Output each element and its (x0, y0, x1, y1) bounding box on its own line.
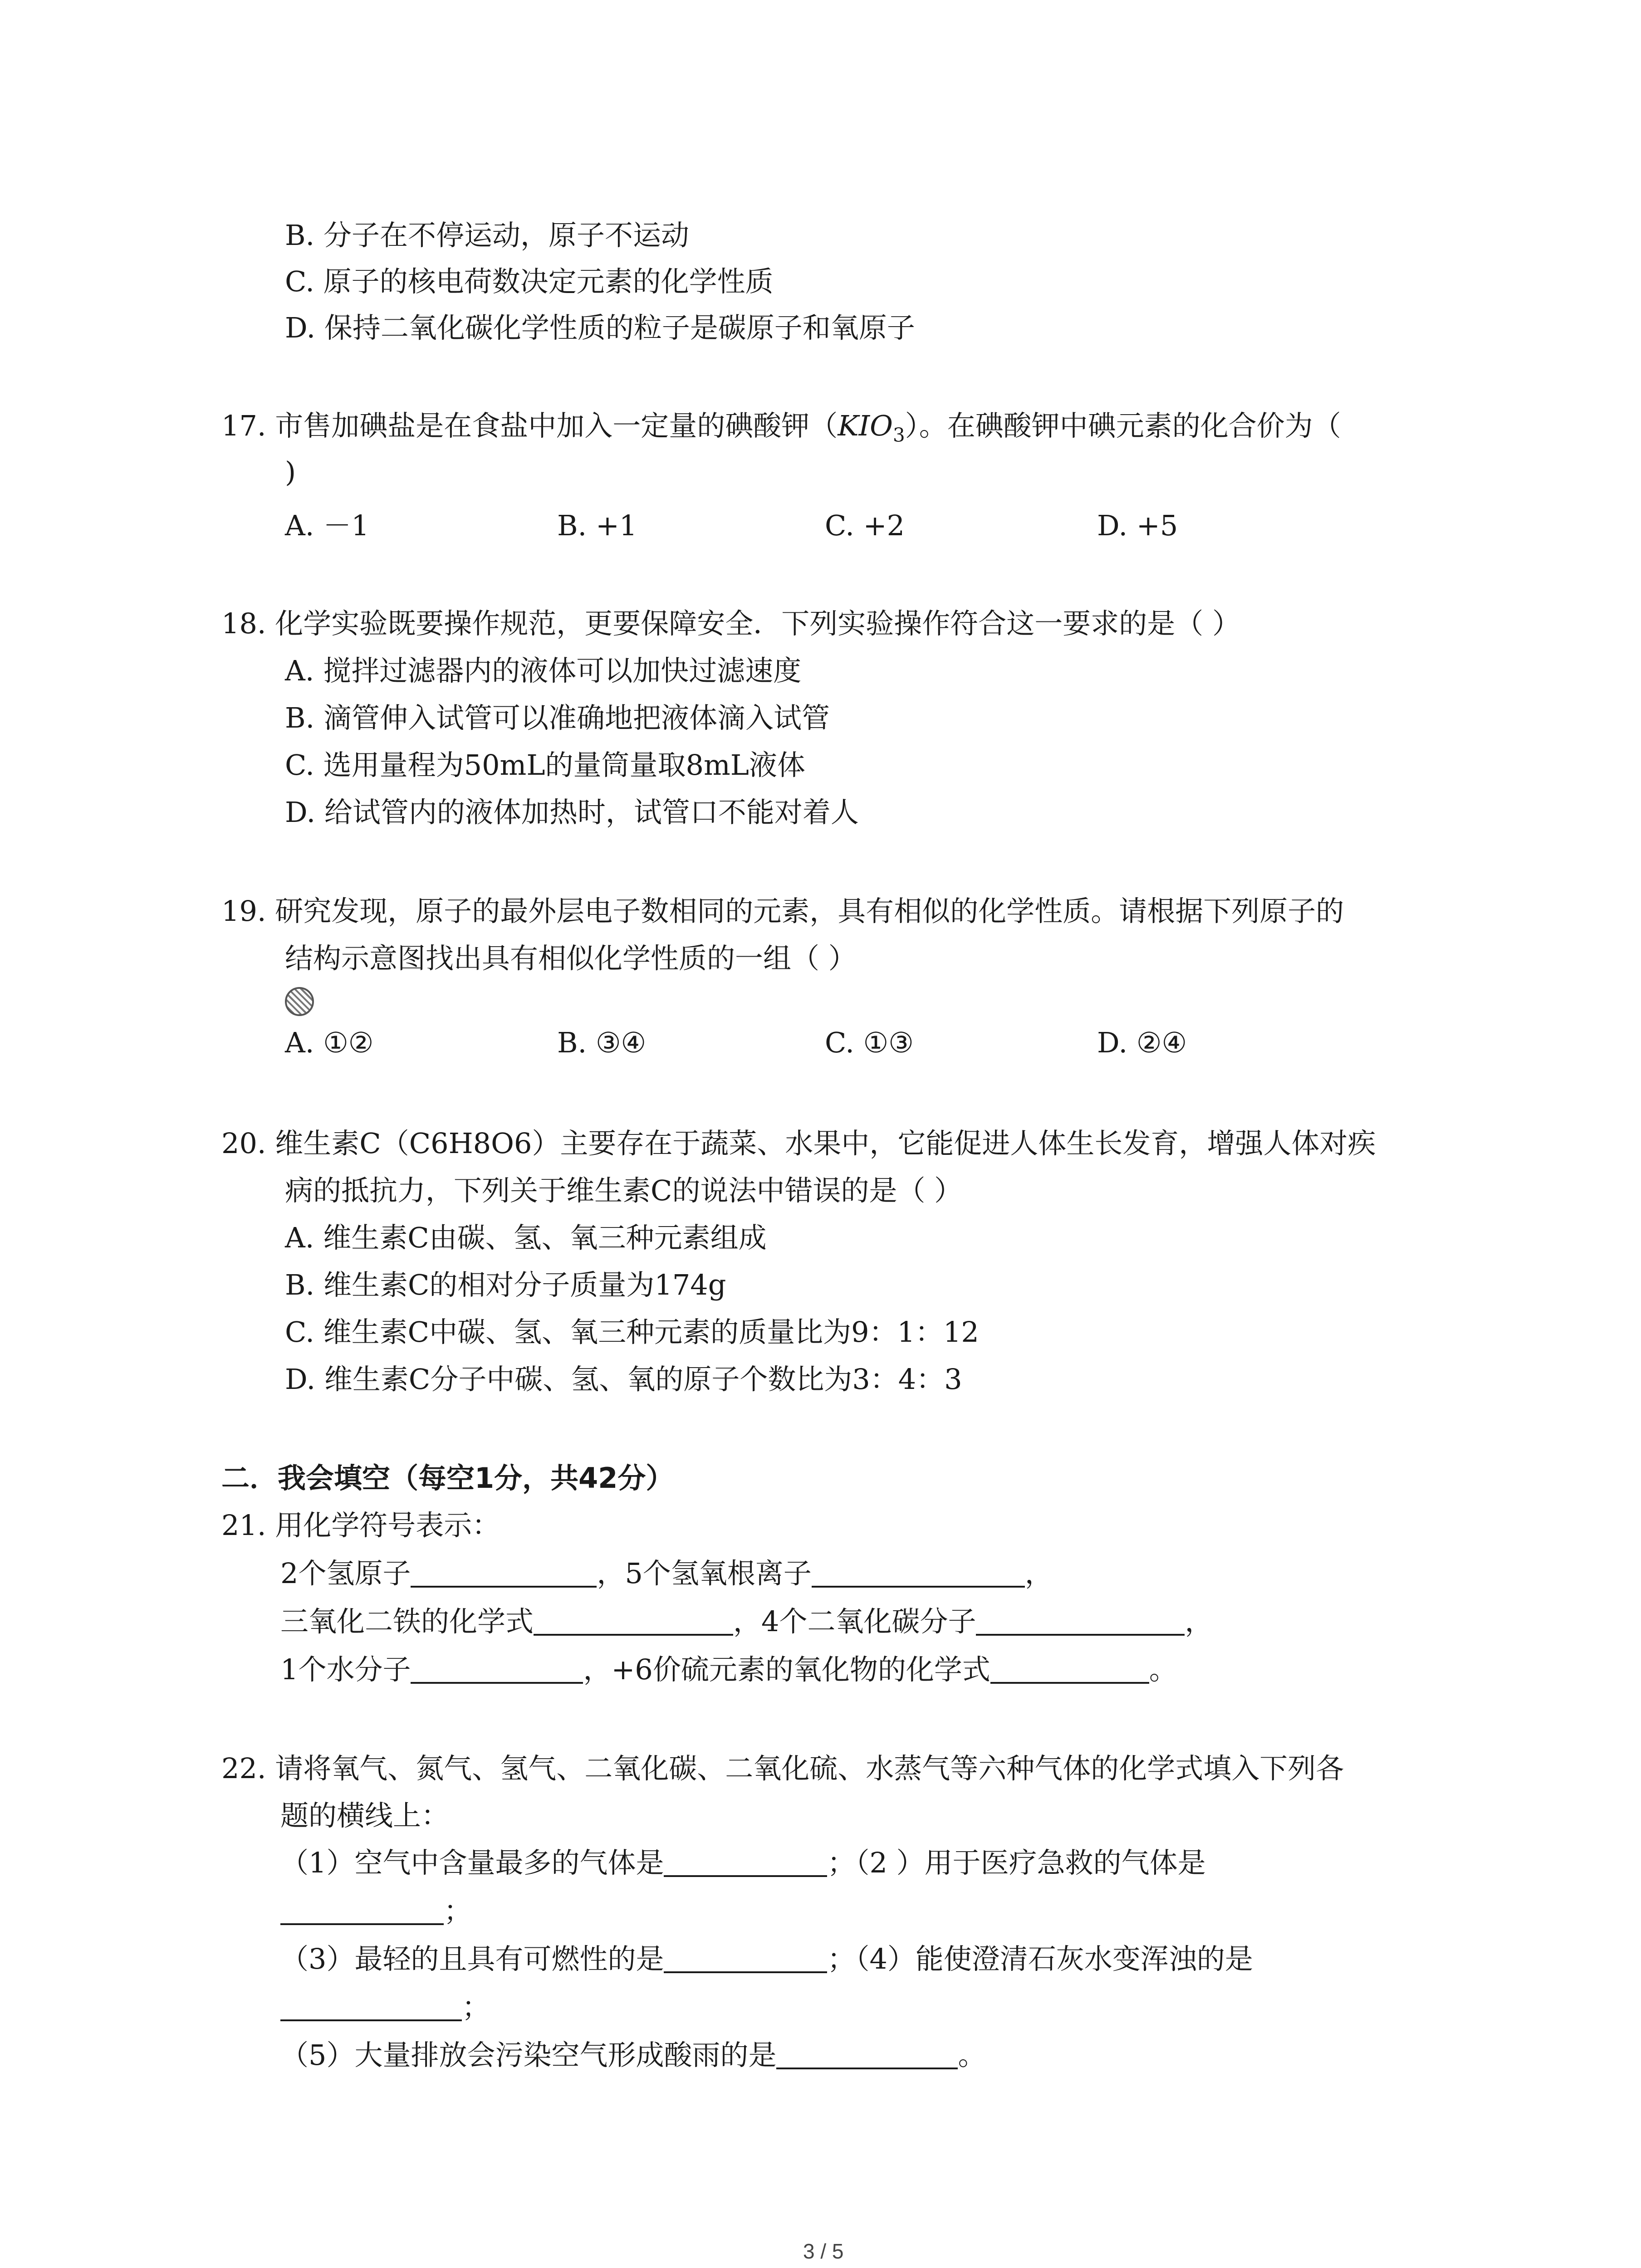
q18-option-c: C. 选用量程为50mL的量筒量取8mL液体 (285, 748, 805, 782)
q16-option-b: B. 分子在不停运动，原子不运动 (285, 219, 689, 252)
q18-option-d: D. 给试管内的液体加热时，试管口不能对着人 (285, 796, 859, 829)
q20-option-a: A. 维生素C由碳、氢、氧三种元素组成 (285, 1221, 767, 1254)
q22-item-2-answer (280, 1894, 472, 1928)
q20-stem-line1: 20. 维生素C（C6H8O6）主要存在于蔬菜、水果中，它能促进人体生长发育，增强人体对疾 (221, 1127, 1376, 1160)
answer-blank[interactable] (411, 1559, 597, 1588)
q18-option-b: B. 滴管伸入试管可以准确地把液体滴入试管 (285, 701, 830, 734)
answer-blank[interactable] (976, 1608, 1185, 1636)
answer-blank[interactable] (280, 1897, 444, 1925)
q20-option-b: B. 维生素C的相对分子质量为174g (285, 1268, 726, 1301)
q22-item-5-end: 。 (958, 2038, 986, 2072)
q22-item-3-label: （3）最轻的且具有可燃性的是 (280, 1942, 664, 1975)
q20-stem-line2: 病的抵抗力，下列关于维生素C的说法中错误的是（ ） (285, 1174, 963, 1207)
answer-blank[interactable] (990, 1656, 1149, 1684)
q21-r3-label-a: 1个水分子 (280, 1653, 411, 1686)
q17-formula-sub: 3 (892, 424, 905, 446)
q21-row-1 (280, 1557, 1053, 1590)
q18-option-a: A. 搅拌过滤器内的液体可以加快过滤速度 (285, 654, 802, 687)
q22-stem-line2: 题的横线上： (280, 1799, 450, 1832)
q21-r1-label-b: ，5个氢氧根离子 (597, 1557, 812, 1590)
q19-option-b: B. ③④ (557, 1026, 647, 1059)
q22-item-4-label: ；（4）能使澄清石灰水变浑浊的是 (827, 1942, 1253, 1975)
q16-option-c: C. 原子的核电荷数决定元素的化学性质 (285, 265, 774, 298)
q20-option-c: C. 维生素C中碳、氢、氧三种元素的质量比为9：1：12 (285, 1315, 979, 1349)
q17-option-b: B. +1 (557, 509, 637, 542)
q17-stem-post: ）。在碘酸钾中碘元素的化合价为（ (905, 409, 1341, 442)
answer-blank[interactable] (534, 1608, 733, 1636)
q21-r2-end: ， (1185, 1605, 1213, 1638)
q19-option-a: A. ①② (285, 1026, 374, 1059)
q21-r3-label-b: ，+6价硫元素的氧化物的化学式 (583, 1653, 990, 1686)
q22-item-3-4 (280, 1942, 1253, 1976)
answer-blank[interactable] (411, 1656, 583, 1684)
answer-blank[interactable] (664, 1945, 827, 1973)
q21-row-3 (280, 1653, 1177, 1686)
q17-option-d: D. +5 (1097, 509, 1178, 542)
q17-formula: KIO (838, 409, 893, 442)
q21-stem: 21. 用化学符号表示： (221, 1509, 500, 1542)
section-2-title: 二．我会填空（每空1分，共42分） (221, 1461, 674, 1495)
q22-item-2-end: ； (444, 1894, 472, 1927)
page-number: 3 / 5 (803, 2239, 844, 2263)
q22-item-4-end: ； (462, 1990, 490, 2024)
q21-row-2 (280, 1605, 1213, 1638)
q19-stem-line2: 结构示意图找出具有相似化学性质的一组（ ） (285, 942, 857, 975)
answer-blank[interactable] (280, 1993, 462, 2021)
q17-option-a: A. －1 (285, 509, 369, 542)
q17-option-c: C. +2 (825, 509, 905, 542)
answer-blank[interactable] (664, 1849, 827, 1877)
q21-r1-end: ， (1024, 1557, 1053, 1590)
q19-stem-line1: 19. 研究发现，原子的最外层电子数相同的元素，具有相似的化学性质。请根据下列原子的 (221, 894, 1344, 928)
q19-option-c: C. ①③ (825, 1026, 914, 1059)
q18-stem: 18. 化学实验既要操作规范，更要保障安全．下列实验操作符合这一要求的是（ ） (221, 607, 1241, 640)
atom-structure-diagram-placeholder-icon (285, 987, 314, 1016)
q16-option-d: D. 保持二氧化碳化学性质的粒子是碳原子和氧原子 (285, 311, 915, 344)
q22-item-1-2 (280, 1846, 1206, 1880)
q17-stem-line1 (221, 409, 1341, 447)
q22-stem-line1: 22. 请将氧气、氮气、氢气、二氧化碳、二氧化硫、水蒸气等六种气体的化学式填入下列各 (221, 1752, 1344, 1785)
q17-stem-line2: ) (285, 455, 296, 489)
q19-option-d: D. ②④ (1097, 1026, 1187, 1059)
q17-stem-pre: 17. 市售加碘盐是在食盐中加入一定量的碘酸钾（ (221, 409, 838, 442)
q22-item-4-answer (280, 1990, 490, 2024)
answer-blank[interactable] (776, 2041, 958, 2069)
answer-blank[interactable] (812, 1559, 1025, 1588)
q21-r2-label-b: ，4个二氧化碳分子 (733, 1605, 976, 1638)
q20-option-d: D. 维生素C分子中碳、氢、氧的原子个数比为3：4：3 (285, 1363, 962, 1396)
q21-r3-end: 。 (1149, 1653, 1177, 1686)
q22-item-5-label: （5）大量排放会污染空气形成酸雨的是 (280, 2038, 777, 2072)
q21-r1-label-a: 2个氢原子 (280, 1557, 411, 1590)
q21-r2-label-a: 三氧化二铁的化学式 (280, 1605, 534, 1638)
q22-item-2-label: ；（2 ）用于医疗急救的气体是 (827, 1846, 1206, 1879)
q22-item-1-label: （1）空气中含量最多的气体是 (280, 1846, 664, 1879)
q22-item-5 (280, 2038, 986, 2072)
